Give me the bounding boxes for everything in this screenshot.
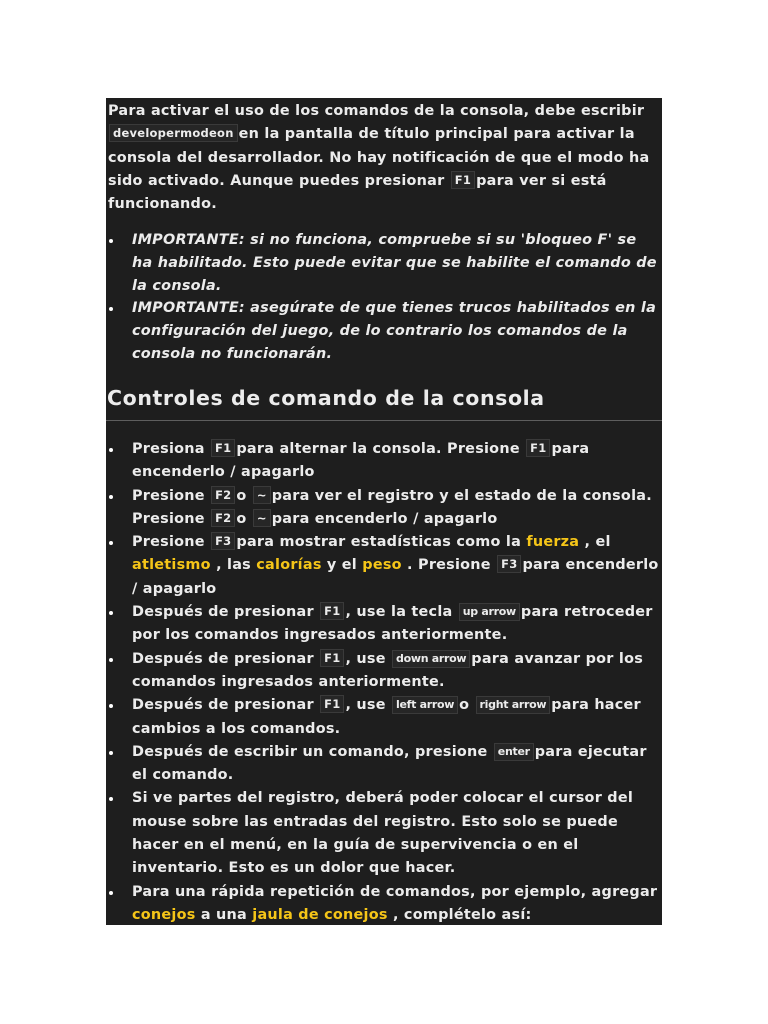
text: Presione bbox=[132, 487, 205, 504]
highlight-jaula-de-conejos[interactable]: jaula de conejos bbox=[252, 906, 388, 923]
text: Después de presionar bbox=[132, 604, 314, 621]
text: para avanzar por los comandos ingresados anteriormente. bbox=[132, 650, 644, 690]
key-f1: F1 bbox=[526, 439, 550, 457]
key-f1: F1 bbox=[320, 649, 344, 667]
text: para encenderlo / apagarlo bbox=[271, 510, 498, 527]
section-heading bbox=[106, 362, 662, 421]
highlight-fuerza[interactable]: fuerza bbox=[526, 534, 580, 551]
important-item-1: IMPORTANTE: si no funciona, compruebe si su 'bloqueo F' se ha habilitado. Esto puede evitar que se habilite el comando de la consola. bbox=[108, 229, 658, 297]
intro-text-1: Para activar el uso de los comandos de la consola, debe escribir bbox=[108, 103, 645, 119]
text: y el bbox=[326, 557, 357, 574]
text: para alternar la consola. Presione bbox=[236, 441, 520, 457]
key-f1: F1 bbox=[320, 602, 344, 620]
text: para ver el registro y el estado de la consola. Presione bbox=[132, 487, 652, 527]
text: para encenderlo / apagarlo bbox=[132, 441, 590, 481]
text: para retroceder por los comandos ingresados anteriormente. bbox=[132, 604, 653, 644]
key-up-arrow: up arrow bbox=[459, 603, 520, 621]
text: , use bbox=[345, 697, 386, 714]
control-item-6 bbox=[108, 694, 662, 741]
key-down-arrow: down arrow bbox=[392, 650, 470, 668]
important-item-2: IMPORTANTE: asegúrate de que tienes trucos habilitados en la configuración del juego, de lo contrario los comandos de la consola no funcionarán. bbox=[108, 297, 658, 365]
key-left-arrow: left arrow bbox=[392, 696, 458, 714]
key-developermodeon: developermodeon bbox=[109, 124, 238, 142]
control-item-3 bbox=[108, 531, 662, 601]
key-enter: enter bbox=[494, 743, 534, 761]
intro-text-3: para ver si está funcionando. bbox=[108, 172, 607, 213]
control-item-2 bbox=[108, 485, 662, 532]
key-tilde: ~ bbox=[253, 509, 271, 527]
highlight-calorias[interactable]: calorías bbox=[256, 557, 322, 574]
text: para hacer cambios a los comandos. bbox=[132, 697, 641, 737]
control-item-1 bbox=[108, 438, 662, 485]
text: Para una rápida repetición de comandos, por ejemplo, agregar bbox=[132, 883, 658, 900]
text: para ejecutar el comando. bbox=[132, 743, 647, 784]
text: o bbox=[459, 697, 470, 714]
text: , use la tecla bbox=[345, 604, 453, 621]
controls-list bbox=[108, 438, 662, 927]
text: para mostrar estadísticas como la bbox=[236, 534, 522, 551]
control-item-5 bbox=[108, 648, 662, 695]
key-f2: F2 bbox=[211, 486, 235, 504]
key-f2: F2 bbox=[211, 509, 235, 527]
text: o bbox=[236, 487, 247, 504]
text: a una bbox=[200, 906, 247, 923]
key-f3: F3 bbox=[211, 532, 235, 550]
control-item-7 bbox=[108, 741, 662, 788]
key-f1: F1 bbox=[320, 695, 344, 713]
intro-paragraph bbox=[108, 100, 658, 216]
control-item-8 bbox=[108, 787, 662, 880]
highlight-atletismo[interactable]: atletismo bbox=[132, 557, 211, 574]
text: Después de presionar bbox=[132, 697, 314, 714]
text: o bbox=[236, 510, 247, 527]
key-tilde: ~ bbox=[253, 486, 271, 504]
text: Si ve partes del registro, deberá poder colocar el cursor del mouse sobre las entradas del registro. Esto solo se puede hacer en el menú, en la guía de supervivencia o en el inventario. Esto es un dolor que hacer. bbox=[132, 790, 634, 877]
section-title: Controles de comando de la consola bbox=[107, 386, 545, 410]
text: , use bbox=[345, 650, 386, 667]
key-f1: F1 bbox=[451, 171, 475, 189]
text: Presione bbox=[132, 534, 205, 551]
key-f3: F3 bbox=[497, 555, 521, 573]
text: Presiona bbox=[132, 441, 205, 457]
text: para encenderlo / apagarlo bbox=[132, 557, 659, 597]
text: , el bbox=[584, 534, 611, 551]
key-f1: F1 bbox=[211, 439, 235, 457]
highlight-conejos[interactable]: conejos bbox=[132, 906, 196, 923]
text: , las bbox=[216, 557, 251, 574]
text: , complételo así: bbox=[392, 906, 532, 923]
control-item-9 bbox=[108, 881, 662, 928]
text: . Presione bbox=[407, 557, 491, 574]
document-panel bbox=[106, 98, 662, 925]
important-list bbox=[108, 229, 658, 366]
text: Después de escribir un comando, presione bbox=[132, 743, 488, 760]
control-item-4 bbox=[108, 601, 662, 648]
key-right-arrow: right arrow bbox=[476, 696, 551, 714]
text: Después de presionar bbox=[132, 650, 314, 667]
highlight-peso[interactable]: peso bbox=[362, 557, 402, 574]
intro-text-2: en la pantalla de título principal para activar la consola del desarrollador. No hay notificación de que el modo ha sido activado. Aunque puedes presionar bbox=[108, 126, 650, 189]
